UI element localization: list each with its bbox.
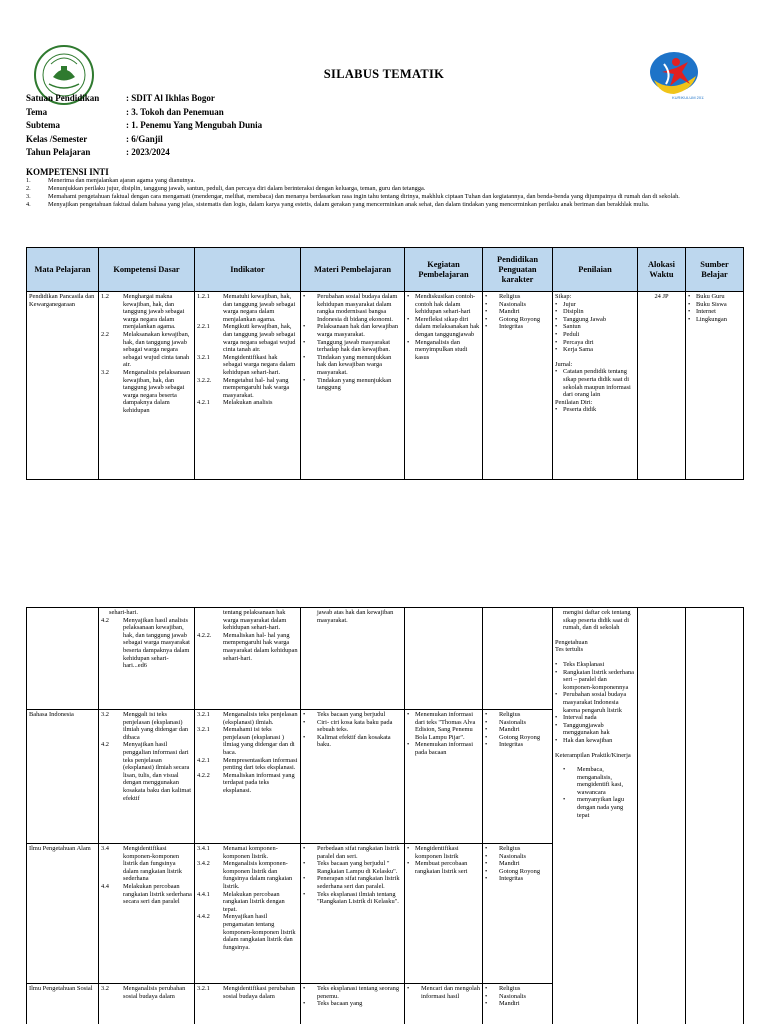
karakter-cell: • Religius • Nasionalis • Mandiri • Gotong Royong • Integritas: [485, 711, 541, 749]
materi-cell: • Perbedaan sifat rangkaian listrik paralel dan seri. • Teks bacaan yang berjudul " Rangkaian Lampu di Kelasku". • Penerapan sifat rangkaian listrik sederhana seri dan paralel. • Teks eksplanasi ilmiah tentang "Rangkaian Listrik di Kelasku".: [303, 845, 400, 906]
penilaian-cell: Sikap: • Jujur • Disiplin • Tanggung Jawab • Santun • Peduli • Percaya diri • Kerja Sama Jurnal: • Catatan pendidik tentang sikap peserta didik saat di sekolah maupun informasi dari orang lain Penilaian Diri: • Peserta didik: [555, 293, 631, 414]
alokasi-cell: 24 JP: [654, 293, 669, 300]
materi-cell: • Teks eksplanasi tentang seorang penemu. • Teks bacaan yang: [303, 985, 400, 1008]
header-sumber-belajar: Sumber Belajar: [686, 248, 744, 292]
syllabus-table-page-1: [26, 247, 744, 480]
header-karakter: Pendidikan Penguatan karakter: [483, 248, 553, 292]
kegiatan-cell: • Mencari dan mengolah informasi hasil: [407, 985, 480, 1000]
list-item: 3. Memahami pengetahuan faktual dengan cara mengamati (mendengar, melihat, membaca) dan menanya berdasarkan rasa ingin tahu tentang dirinya, makhluk ciptaan Tuhan dan kegiatannya, dan benda-benda yang dijumpainya di rumah dan di sekolah.: [26, 193, 680, 200]
karakter-cell: • Religius • Nasionalis • Mandiri: [485, 985, 526, 1008]
header-penilaian: Penilaian: [553, 248, 638, 292]
header-materi: Materi Pembelajaran: [301, 248, 405, 292]
karakter-cell: • Religius • Nasionalis • Mandiri • Gotong Royong • Integritas: [485, 845, 541, 883]
indikator-cell: 3.4.1 Menamai komponen-komponen listrik. 3.4.2 Menganalisis komponen-komponen listrik dan fungsinya dalam rangkaian listrik. 4.4.1 Melakukan percobaan rangkaian listrik dengan tepat. 4.4.2 Menyajikan hasil pengamatan tentang komponen-komponen listrik dalam rangkaian listrik dan fungsinya.: [197, 845, 296, 951]
list-item: 2. Menunjukkan perilaku jujur, disiplin, tanggung jawab, santun, peduli, dan percaya diri dalam berinteraksi dengan keluarga, teman, guru dan tetangga.: [26, 185, 426, 192]
table-row: [27, 608, 744, 710]
info-row: Tema : 3. Tokoh dan Penemuan: [26, 106, 224, 117]
mapel-cell: Ilmu Pengetahuan Alam: [29, 845, 91, 852]
table-header-row: [27, 248, 744, 292]
mapel-cell: Pendidikan Pancasila dan Kewarganegaraan: [29, 293, 95, 308]
kompetensi-inti-heading: KOMPETENSI INTI: [26, 167, 109, 177]
header-kompetensi-dasar: Kompetensi Dasar: [99, 248, 195, 292]
kd-cell: 3.4 Mengidentifikasi komponen-komponen listrik dan fungsinya dalam rangkaian listrik sederhana 4.4 Melakukan percobaan rangkaian listrik sederhana secara seri dan paralel: [101, 845, 192, 906]
mapel-cell: Bahasa Indonesia: [29, 711, 74, 718]
kd-cell: 3.2 Menganalisis perubahan sosial budaya dalam: [101, 985, 186, 1000]
kegiatan-cell: • Menemukan informasi dari teks "Thomas Alva Edision, Sang Penemu Bola Lampu Pijar". • Menemukan informasi pada bacaan: [407, 711, 476, 756]
header-mata-pelajaran: Mata Pelajaran: [27, 248, 99, 292]
info-row: Kelas /Semester : 6/Ganjil: [26, 133, 163, 144]
kegiatan-cell: • Mendiskusikan contoh-contoh hak dalam kehidupan sehari-hari • Merefleksi sikap diri dalam melaksanakan hak dengan tanggungjawab • Menganalisis dan menyimpulkan studi kasus: [407, 293, 480, 361]
kd-cell: 3.2 Menggali isi teks penjelasan (eksplanasi) ilmiah yang didengar dan dibaca 4.2 Menyajikan hasil penggalian informasi dari teks penjelasan (eksplanasi) ilmiah secara lisan, tulis, dan visual dengan menggunakan kosakata baku dan kalimat efektif: [101, 711, 191, 802]
info-row: Satuan Pendidikan : SDIT Al Ikhlas Bogor: [26, 93, 215, 103]
table-row: [27, 292, 744, 480]
sumber-cell: • Buku Guru • Buku Siswa • Internet • Lingkungan: [688, 293, 727, 323]
materi-cell: • Perubahan sosial budaya dalam kehidupan masyarakat dalam rangka modernisasi bangsa Indonesia di bidang ekonomi. • Pelaksanaan hak dan kewajiban warga masyarakat. • Tanggung jawab masyarakat terhadap hak dan kewajiban. • Tindakan yang menunjukkan hak dan kewajiban warga masyarakat. • Tindakan yang menunjukkan tanggung: [303, 293, 399, 392]
indikator-cell: 1.2.1 Mematuhi kewajiban, hak, dan tanggung jawab sebagai warga negara dalam menjalankan agama. 2.2.1 Mengikuti kewajiban, hak, dan tanggung jawab sebagai warga negara sebagai wujud cinta tanah air. 3.2.1 Mengidentifikasi hak sebagai warga negara dalam kehidupan sehari-hari. 3.2.2. Mengetahui hal- hal yang mempengaruhi hak warga masyarakat. 4.2.1 Melakukan analisis: [197, 293, 296, 407]
penilaian-cell: mengisi daftar cek tentang sikap peserta didik saat di rumah, dan di sekolah Pengetahuan Tes tertulis • Teks Eksplanasi • Rangkaian listrik sederhana seri – paralel dan komponen-komponennya • Perubahan sosial budaya masyarakat Indonesia karena pengaruh listrik • Interval nada • Tanggungjawab menggunakan hak • Hak dan kewajiban Keterampilan Praktik/Kinerja • Membaca, menganalisis, mengidentifi kasi, wawancara • menyanyikan lagu dengan nada yang tepat: [555, 609, 634, 819]
materi-cell: • Teks bacaan yang berjudul • Ciri- ciri kosa kata baku pada sebuah teks. • Kalimat efektif dan kosakata baku.: [303, 711, 393, 749]
kegiatan-cell: • Mengidentifikasi komponen listrik • Membuat percobaan rangkaian listrik seri: [407, 845, 468, 875]
list-item: 4. Menyajikan pengetahuan faktual dalam bahasa yang jelas, sistematis dan logis, dalam karya yang estetis, dalam gerakan yang mencerminkan anak sehat, dan dalam tindakan yang mencerminkan perilaku anak beriman dan berakhlak mulia.: [26, 201, 650, 208]
list-item: 1. Menerima dan menjalankan ajaran agama yang dianutnya.: [26, 177, 196, 184]
kompetensi-inti-list: [26, 177, 742, 209]
svg-text:KURIKULUM 2013: KURIKULUM 2013: [672, 95, 704, 100]
kd-cell: sehari-hari. 4.2 Menyajikan hasil analisis pelaksanaan kewajiban, hak, dan tanggung jawab sebagai warga masyarakat beserta dampaknya dalam kehidupan sehari-hari...ed6: [101, 609, 190, 670]
kd-cell: 1.2 Menghargai makna kewajiban, hak, dan tanggung jawab sebagai warga negara dalam menjalankan agama. 2.2 Melaksanakan kewajiban, hak, dan tanggung jawab sebagai warga negara sebagai wujud cinta tanah air. 3.2 Menganalisis pelaksanaan kewajiban, hak, dan tanggung jawab sebagai warga negara beserta dampaknya dalam kehidupan: [101, 293, 190, 414]
info-row: Subtema : 1. Penemu Yang Mengubah Dunia: [26, 120, 263, 130]
info-row: Tahun Pelajaran : 2023/2024: [26, 147, 170, 157]
materi-cell: jawab atas hak dan kewajiban masyarakat.: [317, 609, 394, 624]
header-kegiatan: Kegiatan Pembelajaran: [405, 248, 483, 292]
identity-block: [26, 92, 262, 160]
document-title: SILABUS TEMATIK: [323, 67, 445, 81]
mapel-cell: Ilmu Pengetahuan Sosial: [29, 985, 93, 992]
indikator-cell: tentang pelaksanaan hak warga masyarakat dalam kehidupan sehari-hari. 4.2.2. Memaliskan hal- hal yang mempengaruhi hak warga masyarakat dalam kehidupan sehari-hari.: [197, 609, 298, 662]
header-alokasi-waktu: Alokasi Waktu: [638, 248, 686, 292]
karakter-cell: • Religius • Nasionalis • Mandiri • Gotong Royong • Integritas: [485, 293, 541, 331]
indikator-cell: 3.2.1 Menganalisis teks penjelasan (eksplanasi) ilmiah. 3.2.1 Memahami isi teks penjelasan (eksplanasi ) ilmiag yang didengar dan di baca. 4.2.1 Mempresentasikan informasi penting dari teks eksplanasi. 4.2.2 Memaliskan informasi yang terdapat pada teks eksplanasi.: [197, 711, 298, 794]
syllabus-table-page-2: [26, 607, 744, 1024]
header-indikator: Indikator: [195, 248, 301, 292]
indikator-cell: 3.2.1 Mengidentifikasi perubahan sosial budaya dalam: [197, 985, 295, 1000]
